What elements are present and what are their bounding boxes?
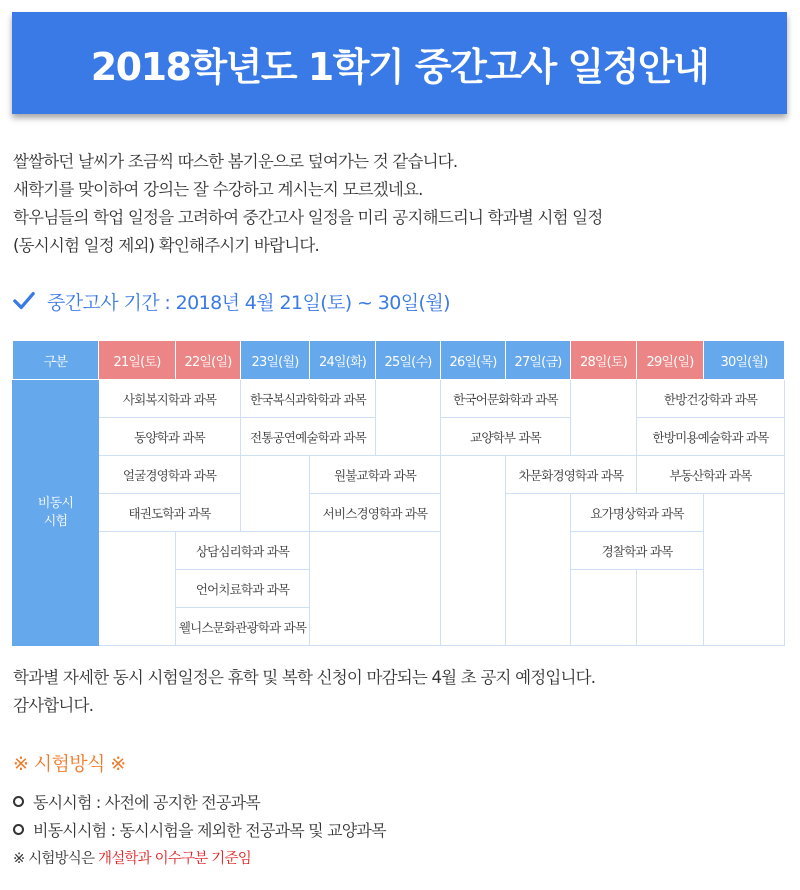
course-cell: 웰니스문화관광학과 과목 <box>176 608 310 646</box>
course-cell: 한국복식과학학과 과목 <box>241 380 376 418</box>
empty-cell <box>310 532 441 646</box>
list-item <box>13 787 386 815</box>
header-category: 구분 <box>13 341 99 380</box>
notice-text <box>13 664 595 720</box>
empty-cell <box>441 456 506 646</box>
notice-line: 감사합니다. <box>13 696 94 715</box>
empty-cell <box>571 570 637 646</box>
title-banner <box>12 12 787 114</box>
course-cell: 한방미용예술학과 과목 <box>637 418 785 456</box>
page-title: 2018학년도 1학기 중간고사 일정안내 <box>90 44 709 89</box>
table-row <box>13 494 785 532</box>
check-icon <box>13 290 35 312</box>
intro-line: (동시시험 일정 제외) 확인해주시기 바랍니다. <box>13 236 320 255</box>
header-day: 25일(수) <box>376 341 441 380</box>
nonsync-exam-label <box>13 380 99 646</box>
course-cell: 태권도학과 과목 <box>99 494 241 532</box>
course-cell: 한국어문화학과 과목 <box>441 380 571 418</box>
empty-cell <box>506 494 571 646</box>
header-day: 21일(토) <box>99 341 176 380</box>
header-day: 24일(화) <box>310 341 376 380</box>
empty-cell <box>376 380 441 456</box>
course-cell: 서비스경영학과 과목 <box>310 494 441 532</box>
circle-bullet-icon <box>13 824 24 835</box>
course-cell: 원불교학과 과목 <box>310 456 441 494</box>
header-day: 30일(월) <box>704 341 785 380</box>
exam-method-list <box>13 787 386 871</box>
method-note-highlight: 개설학과 이수구분 기준임 <box>98 850 251 867</box>
course-cell: 얼굴경영학과 과목 <box>99 456 241 494</box>
header-day: 28일(토) <box>571 341 637 380</box>
header-day: 22일(일) <box>176 341 241 380</box>
header-day: 23일(월) <box>241 341 310 380</box>
exam-period-text: 중간고사 기간 : 2018년 4월 21일(토) ~ 30일(월) <box>47 291 450 314</box>
course-cell: 요가명상학과 과목 <box>571 494 704 532</box>
course-cell: 차문화경영학과 과목 <box>506 456 637 494</box>
course-cell: 교양학부 과목 <box>441 418 571 456</box>
method-note <box>13 843 386 871</box>
table-header-row <box>13 341 785 380</box>
side-label-line: 시험 <box>43 513 68 529</box>
intro-line: 학우님들의 학업 일정을 고려하여 중간고사 일정을 미리 공지해드리니 학과별 시험 일정 <box>13 208 603 227</box>
notice-line: 학과별 자세한 동시 시험일정은 휴학 및 복학 신청이 마감되는 4월 초 공지 예정입니다. <box>13 668 596 687</box>
method-note-prefix: ※ 시험방식은 <box>13 850 99 867</box>
table-row <box>13 532 785 570</box>
intro-text <box>13 148 783 260</box>
course-cell: 상담심리학과 과목 <box>176 532 310 570</box>
header-day: 27일(금) <box>506 341 571 380</box>
exam-method-title: ※ 시험방식 ※ <box>13 753 126 775</box>
side-label-line: 비동시 <box>37 495 74 511</box>
course-cell: 사회복지학과 과목 <box>99 380 241 418</box>
method-item-text: 비동시시험 : 동시시험을 제외한 전공과목 및 교양과목 <box>33 820 386 840</box>
course-cell: 언어치료학과 과목 <box>176 570 310 608</box>
circle-bullet-icon <box>13 796 24 807</box>
intro-line: 쌀쌀하던 날씨가 조금씩 따스한 봄기운으로 덮여가는 것 같습니다. <box>13 152 458 171</box>
header-day: 26일(목) <box>441 341 506 380</box>
exam-schedule-table <box>12 340 785 646</box>
course-cell: 부동산학과 과목 <box>637 456 785 494</box>
list-item <box>13 815 386 843</box>
method-item-text: 동시시험 : 사전에 공지한 전공과목 <box>33 792 260 812</box>
course-cell: 동양학과 과목 <box>99 418 241 456</box>
empty-cell <box>571 380 637 456</box>
empty-cell <box>99 532 176 646</box>
exam-period <box>13 286 450 316</box>
table-row <box>13 380 785 418</box>
course-cell: 전통공연예술학과 과목 <box>241 418 376 456</box>
empty-cell <box>241 456 310 532</box>
table-row <box>13 456 785 494</box>
empty-cell <box>704 494 785 646</box>
header-day: 29일(일) <box>637 341 704 380</box>
intro-line: 새학기를 맞이하여 강의는 잘 수강하고 계시는지 모르겠네요. <box>13 180 423 199</box>
course-cell: 경찰학과 과목 <box>571 532 704 570</box>
course-cell: 한방건강학과 과목 <box>637 380 785 418</box>
empty-cell <box>637 570 704 646</box>
